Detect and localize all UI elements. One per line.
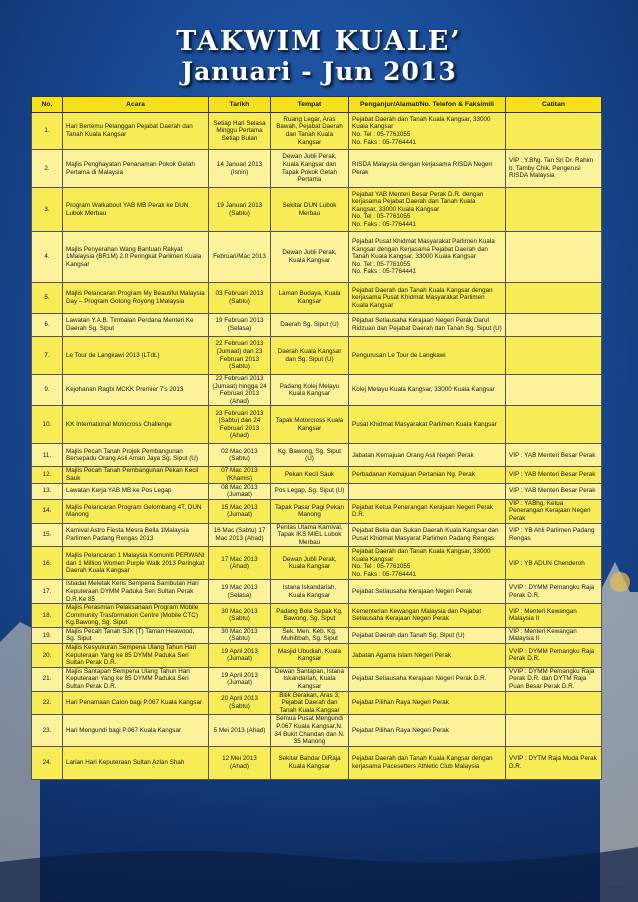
cell-venue: Bilik Gerakan, Aras 3, Pejabat Daerah dan Tanah Kuala Kangsar	[271, 691, 349, 715]
table-row	[32, 232, 602, 283]
cell-venue: Tapak Motorcross Kuala Kangsar	[271, 406, 349, 444]
cell-organizer: Pejabat Ketua Penerangan Kerajaan Negeri Perak D.R.	[349, 499, 506, 523]
cell-organizer: Pejabat Setiausaha Kerajaan Negeri Perak	[349, 580, 506, 604]
cell-notes: VVIP : DYMM Pemangku Raja Perak D.R. dan DYTM Raja Puan Besar Perak D.R.	[506, 667, 602, 691]
table-row	[32, 283, 602, 314]
cell-number: 16.	[32, 547, 63, 580]
cell-number: 6.	[32, 314, 63, 337]
cell-notes: VIP : YAB Menteri Besar Perak	[506, 467, 602, 483]
cell-number: 2.	[32, 150, 63, 188]
cell-venue: Sekitar DUN Lubok Merbau	[271, 188, 349, 232]
cell-event: Hari Penamaan Calon bagi P.067 Kuala Kangsar	[63, 691, 209, 715]
cell-notes	[506, 188, 602, 232]
cell-event: Majlis Santapan Sempena Ulang Tahun Hari Keputeraan Yang ke 85 DYMM Paduka Seri Sultan Perak D.R.	[63, 667, 209, 691]
cell-organizer: Jabatan Kemajuan Orang Asli Negeri Perak	[349, 444, 506, 467]
table-row	[32, 483, 602, 499]
cell-date: 16 Mac (Sabtu) 17 Mac 2013 (Ahad)	[209, 523, 271, 547]
cell-organizer: Pengurusan Le Tour de Langkawi	[349, 337, 506, 375]
cell-organizer: Pejabat Pilihan Raya Negeri Perak	[349, 715, 506, 746]
cell-date: 19 Februari 2013 (Selasa)	[209, 314, 271, 337]
cell-organizer: Pejabat Setiausaha Kerajaan Negeri Perak D.R.	[349, 667, 506, 691]
table-row	[32, 547, 602, 580]
cell-number: 19.	[32, 627, 63, 643]
cell-number: 20.	[32, 644, 63, 668]
cell-event: Majlis Pelancaran Program My Beautiful Malaysia Day – Program Gotong Royong 1Malaysia	[63, 283, 209, 314]
cell-date: 23 Februari 2013 (Sabtu) dan 24 Februari 2013 (Ahad)	[209, 406, 271, 444]
cell-organizer: Pejabat Pilihan Raya Negeri Perak	[349, 691, 506, 715]
cell-venue: Istana Iskandariah, Kuala Kangsar	[271, 580, 349, 604]
cell-organizer: Pejabat Daerah dan Tanah Kuala Kangsar, 33000 Kuala Kangsar No. Tel : 05-7761055 No. Faks : 05-7764441	[349, 113, 506, 150]
cell-date: 5 Mei 2013 (Ahad)	[209, 715, 271, 746]
cell-date: 19 April 2013 (Jumaat)	[209, 644, 271, 668]
cell-event: KK International Motocross Challenge	[63, 406, 209, 444]
cell-number: 12.	[32, 467, 63, 483]
cell-number: 22.	[32, 691, 63, 715]
page-subtitle: Januari - Jun 2013	[181, 57, 457, 86]
events-table	[31, 96, 602, 780]
cell-organizer: Pejabat Belia dan Sukan Daerah Kuala Kangsar dan Pusat Khidmat Masyarat Parlimen Padang Rengas	[349, 523, 506, 547]
cell-notes	[506, 337, 602, 375]
cell-date: Setiap Hari Selasa Minggu Pertama Setiap Bulan	[209, 113, 271, 150]
table-row	[32, 715, 602, 746]
table-row	[32, 467, 602, 483]
cell-number: 13.	[32, 483, 63, 499]
table-row	[32, 406, 602, 444]
cell-notes: VIP : YAB Menteri Besar Perak	[506, 444, 602, 467]
cell-event: Majlis Pecah Tanah Projek Pembangunan Bersepadu Orang Asli Aman Jaya Sg. Siput (U)	[63, 444, 209, 467]
cell-notes	[506, 406, 602, 444]
cell-number: 24.	[32, 746, 63, 779]
cell-event: Majlis Pecah Tanah SJK (T) Taman Heawood, Sg. Siput	[63, 627, 209, 643]
cell-organizer: Pusat Khidmat Masyarakat Parlimen Kuala Kangsar	[349, 406, 506, 444]
cell-venue: Tapak Pasar Pagi Pekan Manong	[271, 499, 349, 523]
cell-number: 15.	[32, 523, 63, 547]
cell-venue: Dewan Jubli Perak, Kuala Kangsar dan Tapak Pokok Getah Pertama	[271, 150, 349, 188]
cell-notes	[506, 113, 602, 150]
cell-notes	[506, 232, 602, 283]
cell-event: Majlis Pelancaran 1 Malaysia Komuniti PERWANI dan 1 Million Women Purple Walk 2013 Peringkat Daerah Kuala Kangsar	[63, 547, 209, 580]
cell-organizer: Pejabat Daerah dan Tanah Kuala Kangsar dengan kerjasama Pusat Khidmat Masyarakat Parlimen Kuala Kangsar	[349, 283, 506, 314]
cell-organizer: Perbadanan Kemajuan Pertanian Ng. Perak	[349, 467, 506, 483]
table-row	[32, 580, 602, 604]
cell-notes: VVIP : DYMM Pemangku Raja Perak D.R.	[506, 580, 602, 604]
cell-notes: VIP : YB Ahli Parlimen Padang Rengas	[506, 523, 602, 547]
cell-venue: Dewan Santapan, Istana Iskandariah, Kuala Kangsar	[271, 667, 349, 691]
cell-venue: Masjid Ubudiah, Kuala Kangsar	[271, 644, 349, 668]
cell-notes: VIP : Menteri Kewangan Malaysia II	[506, 604, 602, 628]
cell-number: 5.	[32, 283, 63, 314]
table-row	[32, 444, 602, 467]
cell-organizer: Pejabat Daerah dan Tanah Kuala Kangsar, 33000 Kuala Kangsar No. Tel : 05-7761055 No. Faks : 05-7764441	[349, 547, 506, 580]
cell-number: 10.	[32, 406, 63, 444]
cell-date: 07 Mac 2013 (Khamis)	[209, 467, 271, 483]
page-header	[0, 28, 638, 86]
cell-event: Majlis Kesyukuran Sempena Ulang Tahun Hari Keputeraan Yang ke 85 DYMM Paduka Seri Sultan Perak D.R.	[63, 644, 209, 668]
cell-notes: VIP : YB ADUN Chenderoh	[506, 547, 602, 580]
cell-notes	[506, 375, 602, 406]
cell-event: Le Tour de Langkawi 2013 (LTdL)	[63, 337, 209, 375]
cell-number: 3.	[32, 188, 63, 232]
cell-number: 11.	[32, 444, 63, 467]
cell-notes	[506, 691, 602, 715]
cell-date: 30 Mac 2013 (Sabtu)	[209, 604, 271, 628]
cell-event: Istiadat Meletak Keris Sempena Sambutan Hari Keputeraan DYMM Paduka Seri Sultan Perak D.R.Ke 85	[63, 580, 209, 604]
cell-venue: Dewan Jubli Perak, Kuala Kangsar	[271, 547, 349, 580]
cell-date: 03 Februari 2013 (Sabtu)	[209, 283, 271, 314]
cell-venue: Sekitar Bandar DiRaja Kuala Kangsar	[271, 746, 349, 779]
cell-event: Hari Mengundi bagi P.067 Kuala Kangsar	[63, 715, 209, 746]
cell-date: 08 Mac 2013 (Jumaat)	[209, 483, 271, 499]
cell-event: Larian Hari Keputeraan Sultan Azlan Shah	[63, 746, 209, 779]
cell-number: 21.	[32, 667, 63, 691]
cell-event: Majlis Pelancaran Program Gelombang 4T, DUN Manong	[63, 499, 209, 523]
cell-number: 9.	[32, 375, 63, 406]
column-header-no: No.	[32, 97, 63, 113]
column-header-date: Tarikh	[209, 97, 271, 113]
cell-event: Majlis Perasmian Pelaksanaan Program Mobile Community Trasformation Centre (Mobile CTC) Kg.Bawong, Sg. Siput	[63, 604, 209, 628]
cell-event: Karnival Astro Fiesta Mesra Bella 1Malaysia Parlimen Padang Rengas 2013	[63, 523, 209, 547]
cell-date: Februari/Mac 2013	[209, 232, 271, 283]
cell-number: 4.	[32, 232, 63, 283]
cell-venue: Laman Budaya, Kuala Kangsar	[271, 283, 349, 314]
cell-date: 14 Januari 2013 (Isnin)	[209, 150, 271, 188]
cell-event: Lawatan Y.A.B. Timbalan Perdana Menteri Ke Daerah Sg. Siput	[63, 314, 209, 337]
cell-number: 7.	[32, 337, 63, 375]
column-header-event: Acara	[63, 97, 209, 113]
cell-venue: Semua Pusat Mengundi P.067 Kuala Kangsar,N. 34 Bukit Chandan dan N. 35 Manong	[271, 715, 349, 746]
cell-notes: VVIP : DYTM Raja Muda Perak D.R.	[506, 746, 602, 779]
table-body	[32, 113, 602, 780]
table-row	[32, 746, 602, 779]
cell-number: 14.	[32, 499, 63, 523]
cell-date: 30 Mac 2013 (Sabtu)	[209, 627, 271, 643]
cell-notes: VVIP : DYMM Pemangku Raja Perak D.R.	[506, 644, 602, 668]
cell-event: Majlis Pecah Tanah Pembangunan Pekan Kecil Sauk	[63, 467, 209, 483]
cell-date: 19 Januari 2013 (Sabtu)	[209, 188, 271, 232]
cell-notes	[506, 715, 602, 746]
column-header-organizer: Penganjur/Alamat/No. Telefon & Faksimili	[349, 97, 506, 113]
cell-organizer	[349, 483, 506, 499]
cell-venue: Pekan Kecil Sauk	[271, 467, 349, 483]
table-header-row	[32, 97, 602, 113]
cell-organizer: Pejabat Daerah dan Tanah Sg. Siput (U)	[349, 627, 506, 643]
cell-notes	[506, 283, 602, 314]
table-row	[32, 691, 602, 715]
table-row	[32, 375, 602, 406]
table-row	[32, 337, 602, 375]
table-row	[32, 113, 602, 150]
table-row	[32, 604, 602, 628]
cell-notes: VIP : Menteri Kewangan Malaysia II	[506, 627, 602, 643]
table-row	[32, 627, 602, 643]
cell-venue: Sek. Men. Keb. Kg. Muhibbah, Sg. Siput	[271, 627, 349, 643]
cell-venue: Pos Legap, Sg. Siput (U)	[271, 483, 349, 499]
cell-number: 18.	[32, 604, 63, 628]
table-row	[32, 188, 602, 232]
cell-organizer: RISDA Malaysia dengan kerjasama RISDA Negeri Perak	[349, 150, 506, 188]
cell-organizer: Pejabat YAB Menteri Besar Perak D.R. dengan kerjasama Pejabat Daerah dan Tanah Kuala Kangsar, 33000 Kuala Kangsar No. Tel : 05-7761055 No. Faks : 05-7764441	[349, 188, 506, 232]
cell-venue: Daerah Kuala Kangsar dan Sg. Siput (U)	[271, 337, 349, 375]
cell-organizer: Pejabat Daerah dan Tanah Kuala Kangsar dengan kerjasama Pacesetters Athletic Club Malaysia	[349, 746, 506, 779]
cell-venue: Daerah Sg. Siput (U)	[271, 314, 349, 337]
table-row	[32, 644, 602, 668]
cell-date: 22 Februari 2013 (Jumaat) hingga 24 Februari 2013 (Ahad)	[209, 375, 271, 406]
cell-organizer: Kolej Melayu Kuala Kangsar, 33000 Kuala Kangsar	[349, 375, 506, 406]
cell-event: Hari Bertemu Pelanggan Pejabat Daerah dan Tanah Kuala Kangsar	[63, 113, 209, 150]
cell-venue: Pentas Utama Karnival, Tapak IKS MIEL Lubok Merbau	[271, 523, 349, 547]
page-title: TAKWIM KUALE’	[176, 26, 462, 57]
cell-organizer: Pejabat Setiausaha Kerajaan Negeri Perak Darul Ridzuan dan Pejabat Daerah dan Tanah Sg. Siput (U)	[349, 314, 506, 337]
cell-event: Lawatan Kerja YAB MB ke Pos Legap	[63, 483, 209, 499]
cell-number: 17.	[32, 580, 63, 604]
cell-notes	[506, 314, 602, 337]
cell-number: 23.	[32, 715, 63, 746]
table-row	[32, 150, 602, 188]
column-header-venue: Tempat	[271, 97, 349, 113]
cell-date: 17 Mac 2013 (Ahad)	[209, 547, 271, 580]
column-header-notes: Catitan	[506, 97, 602, 113]
cell-number: 1.	[32, 113, 63, 150]
table-row	[32, 314, 602, 337]
cell-date: 15 Mac 2013 (Jumaat)	[209, 499, 271, 523]
cell-event: Kejohanan Ragbi MCKK Premier 7's 2013	[63, 375, 209, 406]
cell-venue: Padang Kolej Melayu Kuala Kangsar	[271, 375, 349, 406]
cell-event: Program Walkabout YAB MB Perak ke DUN Lubok Merbau	[63, 188, 209, 232]
cell-date: 19 April 2013 (Jumaat)	[209, 667, 271, 691]
cell-date: 12 Mei 2013 (Ahad)	[209, 746, 271, 779]
cell-venue: Ruang Legar, Aras Bawah, Pejabat Daerah dan Tanah Kuala Kangsar	[271, 113, 349, 150]
cell-organizer: Pejabat Pusat Khidmat Masyarakat Parlimen Kuala Kangsar dengan Kerjasama Pejabat Daerah dan Tanah Kuala Kangsar, 33000 Kuala Kangsar No. Tel : 05-7761055 No. Faks : 05-7764441	[349, 232, 506, 283]
cell-date: 02 Mac 2013 (Sabtu)	[209, 444, 271, 467]
cell-organizer: Jabatan Agama Islam Negeri Perak	[349, 644, 506, 668]
cell-date: 22 Februari 2013 (Jumaat) dan 23 Februari 2013 (Sabtu)	[209, 337, 271, 375]
cell-venue: Dewan Jubli Perak, Kuala Kangsar	[271, 232, 349, 283]
table-row	[32, 499, 602, 523]
cell-date: 19 Mac 2013 (Selasa)	[209, 580, 271, 604]
cell-date: 20 April 2013 (Sabtu)	[209, 691, 271, 715]
cell-organizer: Kementerian Kewangan Malaysia dan Pejabat Setiausaha Kerajaan Negeri Perak	[349, 604, 506, 628]
cell-event: Majlis Penghayatan Penanaman Pokok Getah Pertama di Malaysia	[63, 150, 209, 188]
table-row	[32, 667, 602, 691]
cell-notes: VIP : YABhg. Ketua Penerangan Kerajaan Negeri Perak	[506, 499, 602, 523]
cell-venue: Kg. Bawong, Sg. Siput (U)	[271, 444, 349, 467]
cell-event: Majlis Penyerahan Wang Bantuan Rakyat 1Malaysia (BR1M) 2.0 Peringkat Parlimen Kuala Kangsar	[63, 232, 209, 283]
table-row	[32, 523, 602, 547]
cell-venue: Padang Bola Sepak Kg. Bawong, Sg. Siput	[271, 604, 349, 628]
cell-notes: VIP : YAB Menteri Besar Perak	[506, 483, 602, 499]
cell-notes: VIP : Y.Bhg. Tan Sri Dr. Rahim b. Tamby Chik, Pengerusi RISDA Malaysia	[506, 150, 602, 188]
